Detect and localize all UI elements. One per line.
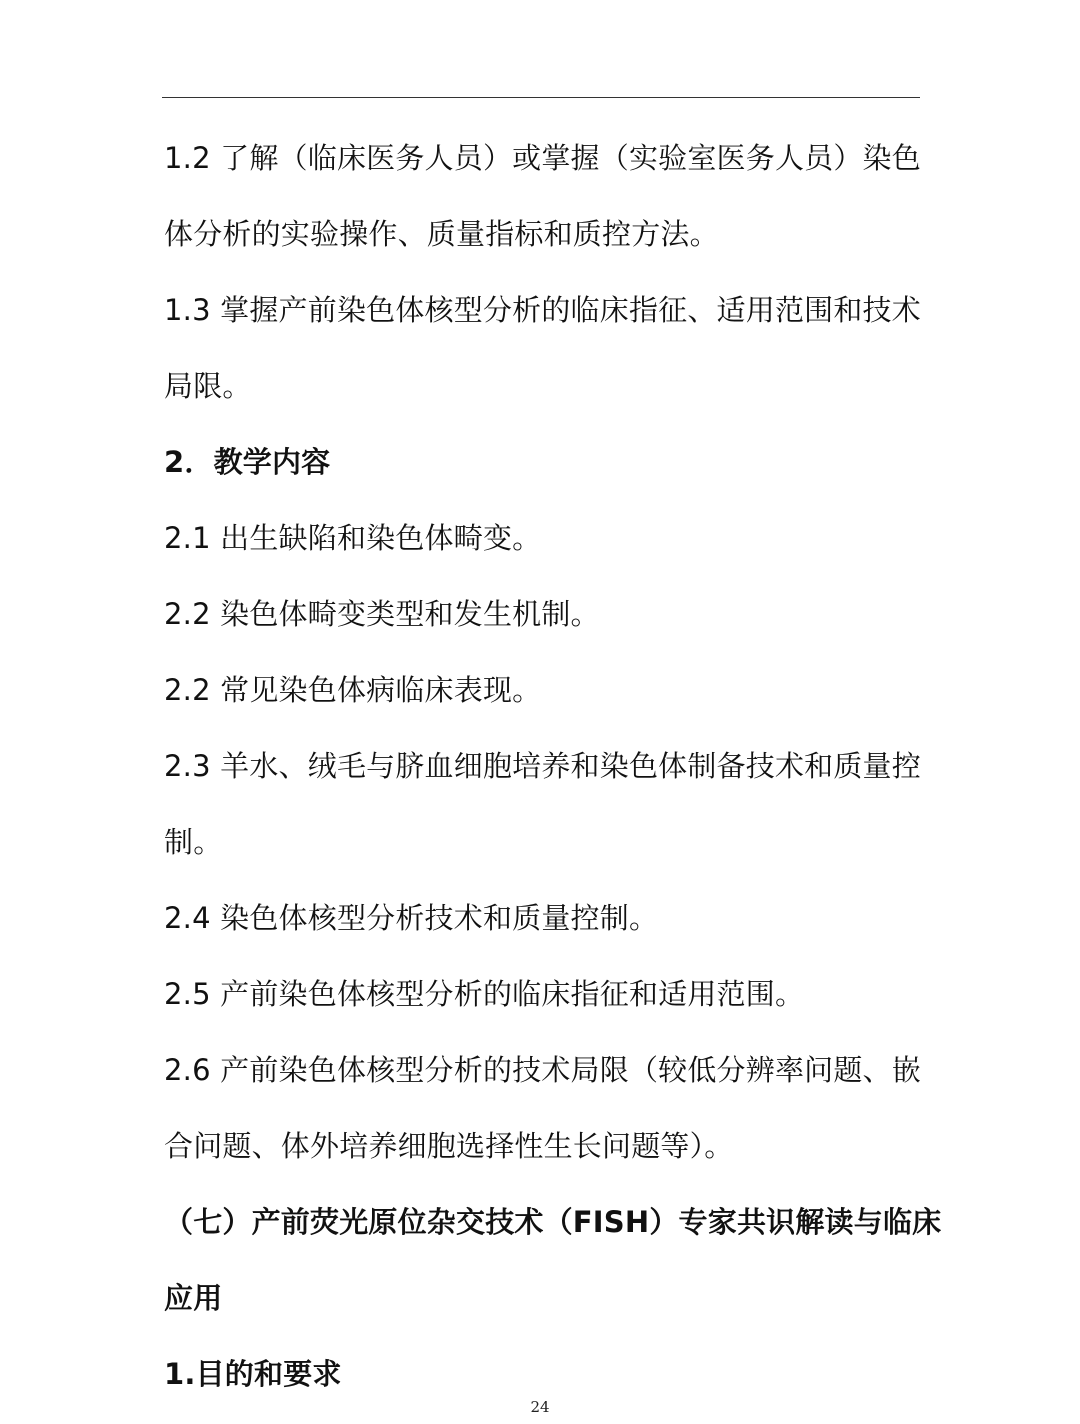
section-heading: 1.目的和要求	[164, 1357, 342, 1391]
text-line: 合问题、体外培养细胞选择性生长问题等）。	[164, 1129, 734, 1163]
text-line: 2.5 产前染色体核型分析的临床指征和适用范围。	[164, 977, 805, 1011]
text-line: 2.1 出生缺陷和染色体畸变。	[164, 521, 542, 555]
header-rule	[162, 97, 920, 98]
text-line: 制。	[164, 825, 223, 859]
text-line: 体分析的实验操作、质量指标和质控方法。	[164, 217, 719, 251]
page-number: 24	[530, 1398, 550, 1416]
text-line: 2.2 常见染色体病临床表现。	[164, 673, 542, 707]
text-line: 局限。	[164, 369, 252, 403]
text-line: 1.2 了解（临床医务人员）或掌握（实验室医务人员）染色	[164, 141, 921, 175]
section-heading: 2．教学内容	[164, 445, 331, 479]
document-body	[164, 120, 942, 1412]
text-line: 2.6 产前染色体核型分析的技术局限（较低分辨率问题、嵌	[164, 1053, 921, 1087]
text-line: 2.4 染色体核型分析技术和质量控制。	[164, 901, 659, 935]
chapter-heading: 应用	[164, 1281, 223, 1315]
text-line: 2.2 染色体畸变类型和发生机制。	[164, 597, 600, 631]
chapter-heading: （七）产前荧光原位杂交技术（FISH）专家共识解读与临床	[164, 1205, 942, 1239]
text-line: 2.3 羊水、绒毛与脐血细胞培养和染色体制备技术和质量控	[164, 749, 921, 783]
text-line: 1.3 掌握产前染色体核型分析的临床指征、适用范围和技术	[164, 293, 921, 327]
